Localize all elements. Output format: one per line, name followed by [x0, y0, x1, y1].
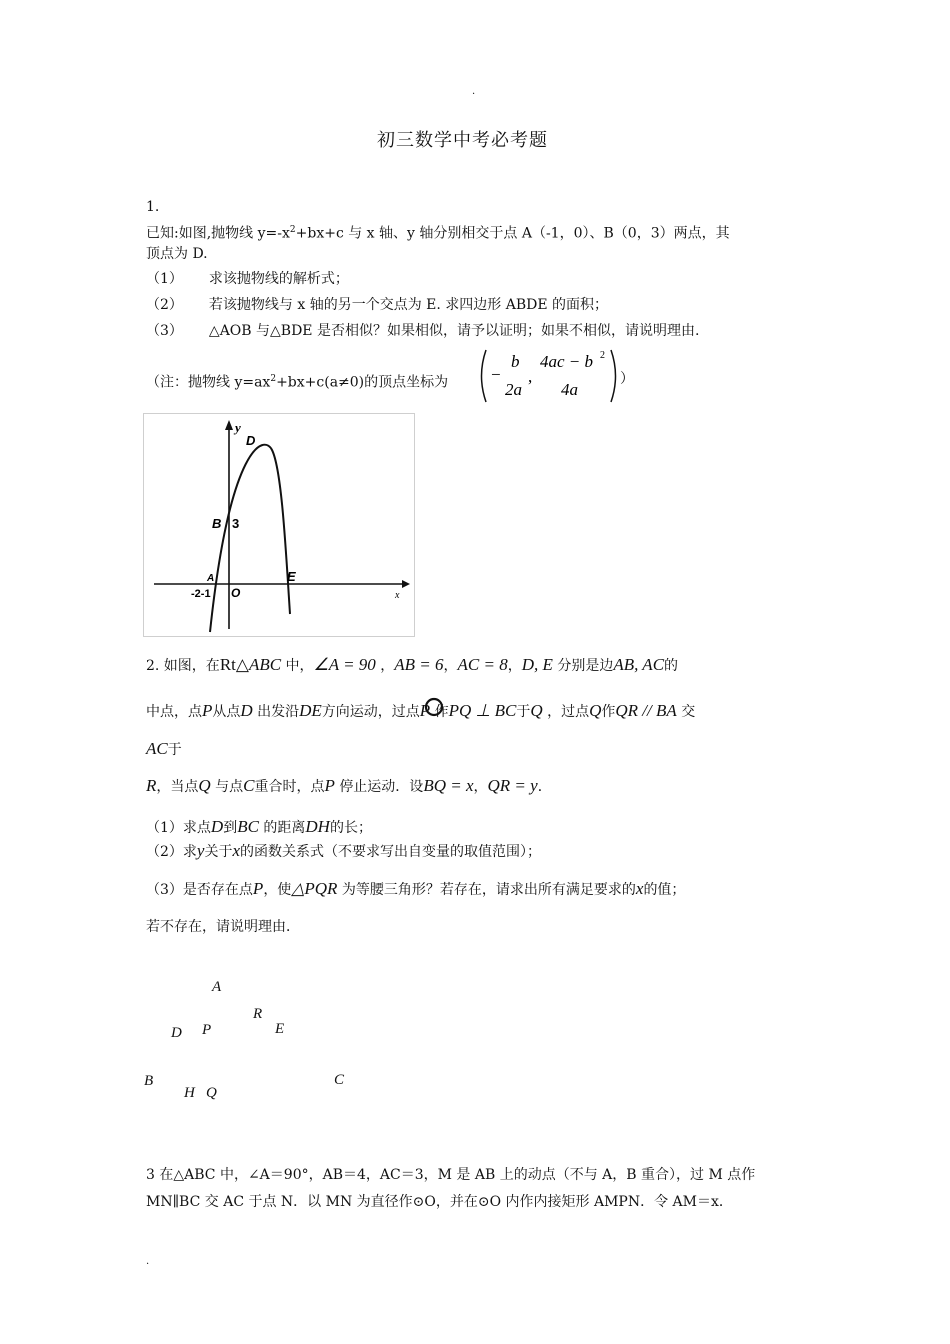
formula-left-paren [482, 350, 487, 402]
label-B: B [212, 516, 222, 531]
label-ticks: -2-1 [191, 588, 211, 600]
y-axis-arrow [225, 420, 233, 430]
formula-minus: − [491, 365, 501, 384]
label-E: E [287, 569, 296, 584]
q2-sub2: （2）求y关于x的函数关系式（不要求写出自变量的取值范围）； [146, 841, 542, 860]
q1-note: （注：抛物线 $y=ax^2+bx+c(a\ne 0)$的顶点坐标为 [146, 374, 449, 391]
q3-line1: 3 在△ABC 中，∠A＝90°，AB＝4，AC＝3，M 是 AB 上的动点（不与 A，B 重合），过 M 点作 [146, 1167, 756, 1183]
fig-label-R: R [253, 1006, 263, 1022]
q2-sub3: （3）是否存在点P，使△PQR 为等腰三角形？若存在，请求出所有满足要求的x的值； [146, 879, 686, 898]
formula-comma: , [528, 367, 533, 386]
header-dot: . [472, 86, 476, 97]
formula-den2: 4a [561, 380, 578, 399]
x-axis-arrow [402, 580, 410, 588]
q2-sub4: 若不存在，请说明理由． [146, 919, 300, 935]
fig-label-Q: Q [206, 1085, 217, 1101]
fig-label-E: E [275, 1021, 285, 1037]
page-title: 初三数学中考必考题 [377, 130, 548, 151]
fig-label-P: P [202, 1022, 212, 1038]
label-x: x [395, 590, 400, 601]
parabola-figure [143, 413, 415, 637]
label-A: A [207, 573, 215, 584]
parabola-graph [144, 414, 414, 636]
fig-label-B: B [144, 1073, 154, 1089]
vertex-formula [476, 347, 636, 405]
formula-right-paren [611, 350, 616, 402]
formula-num2: 4ac − b [540, 352, 594, 371]
q2-line2: 中点，点P从点D 出发沿DE方向运动，过点P 作PQ ⊥ BC于Q ，过点Q作QR // BA 交 [146, 701, 696, 720]
circle-mark-icon [423, 696, 445, 718]
label-3: 3 [232, 516, 240, 531]
q1-stem-line1: 已知:如图,抛物线 $y=-x^2+bx+c$ 与 x 轴、y 轴分别相交于点 A（-1，0）、B（0，3）两点，其 [146, 225, 730, 242]
parabola-curve [210, 445, 290, 632]
label-O: O [231, 586, 241, 600]
formula-num1: b [511, 352, 520, 371]
q1-note-end: ） [620, 371, 634, 387]
q1-part3: （3） △AOB 与△BDE 是否相似？如果相似，请予以证明；如果不相似，请说明理由. [146, 323, 700, 339]
fig-label-A: A [212, 979, 222, 995]
fig-label-C: C [334, 1072, 345, 1088]
q1-part1: （1） 求该抛物线的解析式； [146, 271, 349, 287]
q2-line3: AC于 [146, 739, 182, 758]
formula-num2-sup: 2 [600, 350, 605, 361]
q3-line2: MN∥BC 交 AC 于点 N．以 MN 为直径作⊙O，并在⊙O 内作内接矩形 AMPN．令 AM＝x． [146, 1194, 733, 1210]
q2-line4: R，当点Q 与点C重合时，点P 停止运动．设BQ = x，QR = y． [146, 776, 552, 795]
footer-dot: . [146, 1256, 150, 1267]
q1-number: 1. [146, 199, 160, 215]
q2-sub1: （1）求点D到BC 的距离DH的长； [146, 817, 372, 836]
label-y: y [235, 420, 241, 435]
q1-stem-line2: 顶点为 D. [146, 246, 208, 262]
fig-label-D: D [171, 1025, 182, 1041]
fig-label-H: H [184, 1085, 195, 1101]
q1-part2: （2） 若该抛物线与 x 轴的另一个交点为 E. 求四边形 ABDE 的面积； [146, 297, 609, 313]
label-D: D [246, 433, 256, 448]
q2-line1: 2. 如图，在Rt△ABC 中，∠A = 90 ，AB = 6，AC = 8，D, E 分别是边AB, AC的 [146, 655, 679, 674]
formula-den1: 2a [505, 380, 522, 399]
